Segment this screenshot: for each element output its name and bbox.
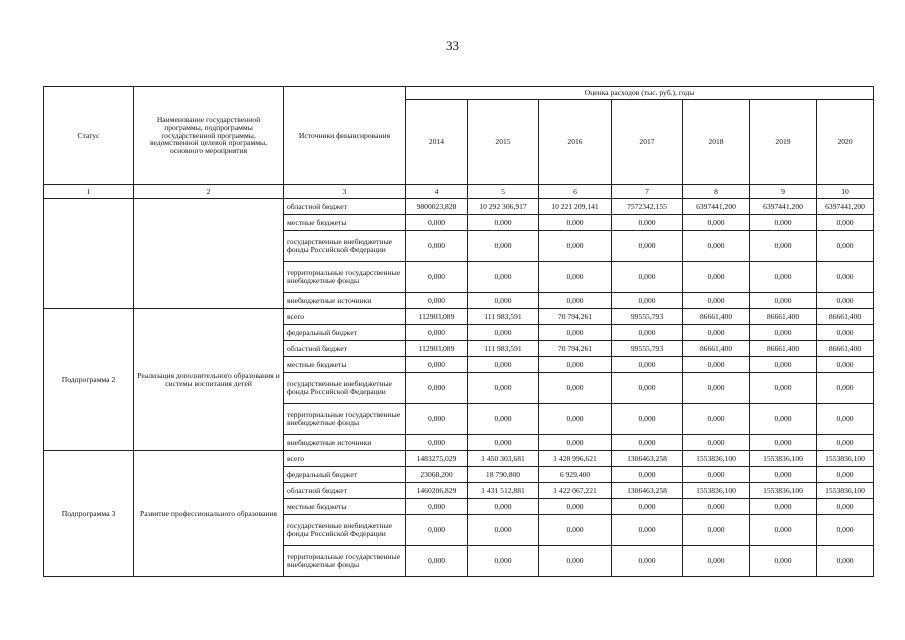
- amount-cell: 0,000: [406, 499, 468, 515]
- amount-cell: 1553836,100: [750, 483, 817, 499]
- amount-cell: 0,000: [750, 435, 817, 451]
- amount-cell: 0,000: [612, 262, 683, 293]
- amount-cell: 1 422 067,221: [539, 483, 612, 499]
- amount-cell: 1460206,829: [406, 483, 468, 499]
- column-number: 1: [44, 185, 134, 199]
- amount-cell: 0,000: [468, 546, 539, 577]
- amount-cell: 0,000: [406, 546, 468, 577]
- amount-cell: 0,000: [468, 215, 539, 231]
- amount-cell: 1306463,258: [612, 483, 683, 499]
- funding-source: государственные внебюджетные фонды Российской Федерации: [284, 231, 406, 262]
- amount-cell: 0,000: [817, 404, 874, 435]
- column-number: 8: [683, 185, 750, 199]
- amount-cell: 0,000: [539, 215, 612, 231]
- amount-cell: 0,000: [817, 515, 874, 546]
- header-year: 2020: [817, 100, 874, 185]
- header-year: 2014: [406, 100, 468, 185]
- amount-cell: 0,000: [750, 357, 817, 373]
- table-body: [44, 199, 874, 577]
- amount-cell: 0,000: [683, 325, 750, 341]
- amount-cell: 0,000: [406, 404, 468, 435]
- amount-cell: 0,000: [683, 262, 750, 293]
- amount-cell: 111 983,591: [468, 309, 539, 325]
- amount-cell: 0,000: [750, 262, 817, 293]
- header-sources: Источники финансирования: [284, 87, 406, 185]
- amount-cell: 0,000: [683, 373, 750, 404]
- amount-cell: 0,000: [468, 515, 539, 546]
- funding-source: государственные внебюджетные фонды Российской Федерации: [284, 515, 406, 546]
- amount-cell: 0,000: [683, 515, 750, 546]
- funding-source: территориальные государственные внебюджетные фонды: [284, 262, 406, 293]
- amount-cell: 1553836,100: [750, 451, 817, 467]
- amount-cell: 0,000: [468, 357, 539, 373]
- amount-cell: 86661,400: [750, 341, 817, 357]
- amount-cell: 0,000: [817, 325, 874, 341]
- amount-cell: 0,000: [539, 515, 612, 546]
- column-number: 5: [468, 185, 539, 199]
- amount-cell: 0,000: [539, 325, 612, 341]
- amount-cell: 0,000: [406, 515, 468, 546]
- amount-cell: 0,000: [750, 293, 817, 309]
- header-status: Статус: [44, 87, 134, 185]
- amount-cell: 0,000: [406, 357, 468, 373]
- amount-cell: 0,000: [612, 515, 683, 546]
- amount-cell: 1483275,029: [406, 451, 468, 467]
- amount-cell: 0,000: [468, 404, 539, 435]
- funding-source: территориальные государственные внебюджетные фонды: [284, 404, 406, 435]
- amount-cell: 0,000: [468, 499, 539, 515]
- funding-source: федеральный бюджет: [284, 467, 406, 483]
- header-year: 2019: [750, 100, 817, 185]
- amount-cell: 0,000: [817, 373, 874, 404]
- amount-cell: 0,000: [406, 373, 468, 404]
- table-row: [44, 309, 874, 325]
- column-number: 7: [612, 185, 683, 199]
- amount-cell: 0,000: [468, 325, 539, 341]
- header-year: 2016: [539, 100, 612, 185]
- row-program-name: Реализация дополнительного образования и системы воспитания детей: [134, 309, 284, 451]
- amount-cell: 112903,089: [406, 309, 468, 325]
- amount-cell: 0,000: [406, 435, 468, 451]
- amount-cell: 86661,400: [683, 341, 750, 357]
- amount-cell: 86661,400: [817, 309, 874, 325]
- amount-cell: 6 929,400: [539, 467, 612, 483]
- column-number: 2: [134, 185, 284, 199]
- amount-cell: 70 794,261: [539, 341, 612, 357]
- amount-cell: 0,000: [817, 467, 874, 483]
- funding-source: государственные внебюджетные фонды Российской Федерации: [284, 373, 406, 404]
- amount-cell: 0,000: [612, 546, 683, 577]
- amount-cell: 0,000: [539, 293, 612, 309]
- funding-source: местные бюджеты: [284, 499, 406, 515]
- funding-source: внебюджетные источники: [284, 435, 406, 451]
- amount-cell: 86661,400: [817, 341, 874, 357]
- funding-source: территориальные государственные внебюджетные фонды: [284, 546, 406, 577]
- column-number: 6: [539, 185, 612, 199]
- amount-cell: 0,000: [683, 293, 750, 309]
- amount-cell: 0,000: [683, 404, 750, 435]
- amount-cell: 0,000: [612, 231, 683, 262]
- amount-cell: 0,000: [683, 546, 750, 577]
- amount-cell: 10 292 306,917: [468, 199, 539, 215]
- amount-cell: 0,000: [612, 293, 683, 309]
- amount-cell: 9800023,828: [406, 199, 468, 215]
- amount-cell: 86661,400: [750, 309, 817, 325]
- header-estimate: Оценка расходов (тыс. руб.), годы: [406, 87, 874, 100]
- amount-cell: 0,000: [468, 262, 539, 293]
- amount-cell: 111 983,591: [468, 341, 539, 357]
- amount-cell: 0,000: [468, 293, 539, 309]
- amount-cell: 0,000: [750, 231, 817, 262]
- amount-cell: 0,000: [612, 499, 683, 515]
- amount-cell: 0,000: [817, 293, 874, 309]
- column-number: 4: [406, 185, 468, 199]
- budget-table: [43, 86, 874, 577]
- amount-cell: 0,000: [468, 231, 539, 262]
- amount-cell: 0,000: [750, 499, 817, 515]
- amount-cell: 0,000: [539, 357, 612, 373]
- amount-cell: 1 428 996,621: [539, 451, 612, 467]
- amount-cell: 1553836,100: [817, 483, 874, 499]
- amount-cell: 0,000: [817, 435, 874, 451]
- funding-source: внебюджетные источники: [284, 293, 406, 309]
- amount-cell: 1553836,100: [817, 451, 874, 467]
- funding-source: областной бюджет: [284, 341, 406, 357]
- column-number: 3: [284, 185, 406, 199]
- funding-source: всего: [284, 451, 406, 467]
- amount-cell: 0,000: [612, 373, 683, 404]
- amount-cell: 6397441,200: [750, 199, 817, 215]
- amount-cell: 0,000: [539, 546, 612, 577]
- column-number: 9: [750, 185, 817, 199]
- funding-source: федеральный бюджет: [284, 325, 406, 341]
- amount-cell: 0,000: [539, 262, 612, 293]
- amount-cell: 0,000: [817, 499, 874, 515]
- amount-cell: 0,000: [683, 215, 750, 231]
- amount-cell: 0,000: [817, 262, 874, 293]
- amount-cell: 0,000: [612, 435, 683, 451]
- amount-cell: 0,000: [468, 435, 539, 451]
- amount-cell: 1 450 303,681: [468, 451, 539, 467]
- amount-cell: 7572342,155: [612, 199, 683, 215]
- row-status: Подпрограмма 3: [44, 451, 134, 577]
- amount-cell: 0,000: [539, 499, 612, 515]
- header-year: 2015: [468, 100, 539, 185]
- amount-cell: 0,000: [612, 325, 683, 341]
- amount-cell: 99555,793: [612, 341, 683, 357]
- amount-cell: 0,000: [612, 357, 683, 373]
- row-status: Подпрограмма 2: [44, 309, 134, 451]
- amount-cell: 0,000: [817, 546, 874, 577]
- amount-cell: 0,000: [683, 467, 750, 483]
- header-year: 2017: [612, 100, 683, 185]
- funding-source: местные бюджеты: [284, 357, 406, 373]
- amount-cell: 0,000: [683, 435, 750, 451]
- amount-cell: 1306463,258: [612, 451, 683, 467]
- amount-cell: 1 431 512,881: [468, 483, 539, 499]
- row-program-name: [134, 199, 284, 309]
- amount-cell: 0,000: [750, 325, 817, 341]
- amount-cell: 0,000: [750, 373, 817, 404]
- amount-cell: 0,000: [817, 357, 874, 373]
- amount-cell: 0,000: [612, 215, 683, 231]
- amount-cell: 0,000: [406, 262, 468, 293]
- page-number: 33: [446, 38, 459, 53]
- amount-cell: 0,000: [612, 404, 683, 435]
- row-program-name: Развитие профессионального образования: [134, 451, 284, 577]
- funding-source: местные бюджеты: [284, 215, 406, 231]
- amount-cell: 0,000: [406, 325, 468, 341]
- amount-cell: 6397441,200: [817, 199, 874, 215]
- header-year: 2018: [683, 100, 750, 185]
- amount-cell: 0,000: [750, 404, 817, 435]
- amount-cell: 0,000: [750, 467, 817, 483]
- funding-source: областной бюджет: [284, 199, 406, 215]
- row-status: [44, 199, 134, 309]
- amount-cell: 0,000: [539, 231, 612, 262]
- amount-cell: 112903,089: [406, 341, 468, 357]
- column-number: 10: [817, 185, 874, 199]
- amount-cell: 99555,793: [612, 309, 683, 325]
- amount-cell: 0,000: [539, 373, 612, 404]
- amount-cell: 1553836,100: [683, 451, 750, 467]
- amount-cell: 0,000: [683, 231, 750, 262]
- amount-cell: 6397441,200: [683, 199, 750, 215]
- header-name: Наименование государственной программы, подпрограммы государственной программы, ведомственной целевой программы, основного мероприятия: [134, 87, 284, 185]
- amount-cell: 0,000: [750, 546, 817, 577]
- amount-cell: 0,000: [683, 357, 750, 373]
- amount-cell: 0,000: [750, 215, 817, 231]
- amount-cell: 0,000: [683, 499, 750, 515]
- amount-cell: 0,000: [817, 215, 874, 231]
- amount-cell: 0,000: [406, 231, 468, 262]
- amount-cell: 0,000: [539, 404, 612, 435]
- amount-cell: 0,000: [406, 293, 468, 309]
- amount-cell: 0,000: [468, 373, 539, 404]
- amount-cell: 0,000: [406, 215, 468, 231]
- amount-cell: 1553836,100: [683, 483, 750, 499]
- table-row: [44, 451, 874, 467]
- amount-cell: 10 221 209,141: [539, 199, 612, 215]
- amount-cell: 0,000: [612, 467, 683, 483]
- amount-cell: 0,000: [539, 435, 612, 451]
- table-row: [44, 199, 874, 215]
- amount-cell: 86661,400: [683, 309, 750, 325]
- amount-cell: 18 790,800: [468, 467, 539, 483]
- amount-cell: 0,000: [817, 231, 874, 262]
- amount-cell: 23068,200: [406, 467, 468, 483]
- amount-cell: 70 794,261: [539, 309, 612, 325]
- amount-cell: 0,000: [750, 515, 817, 546]
- funding-source: всего: [284, 309, 406, 325]
- funding-source: областной бюджет: [284, 483, 406, 499]
